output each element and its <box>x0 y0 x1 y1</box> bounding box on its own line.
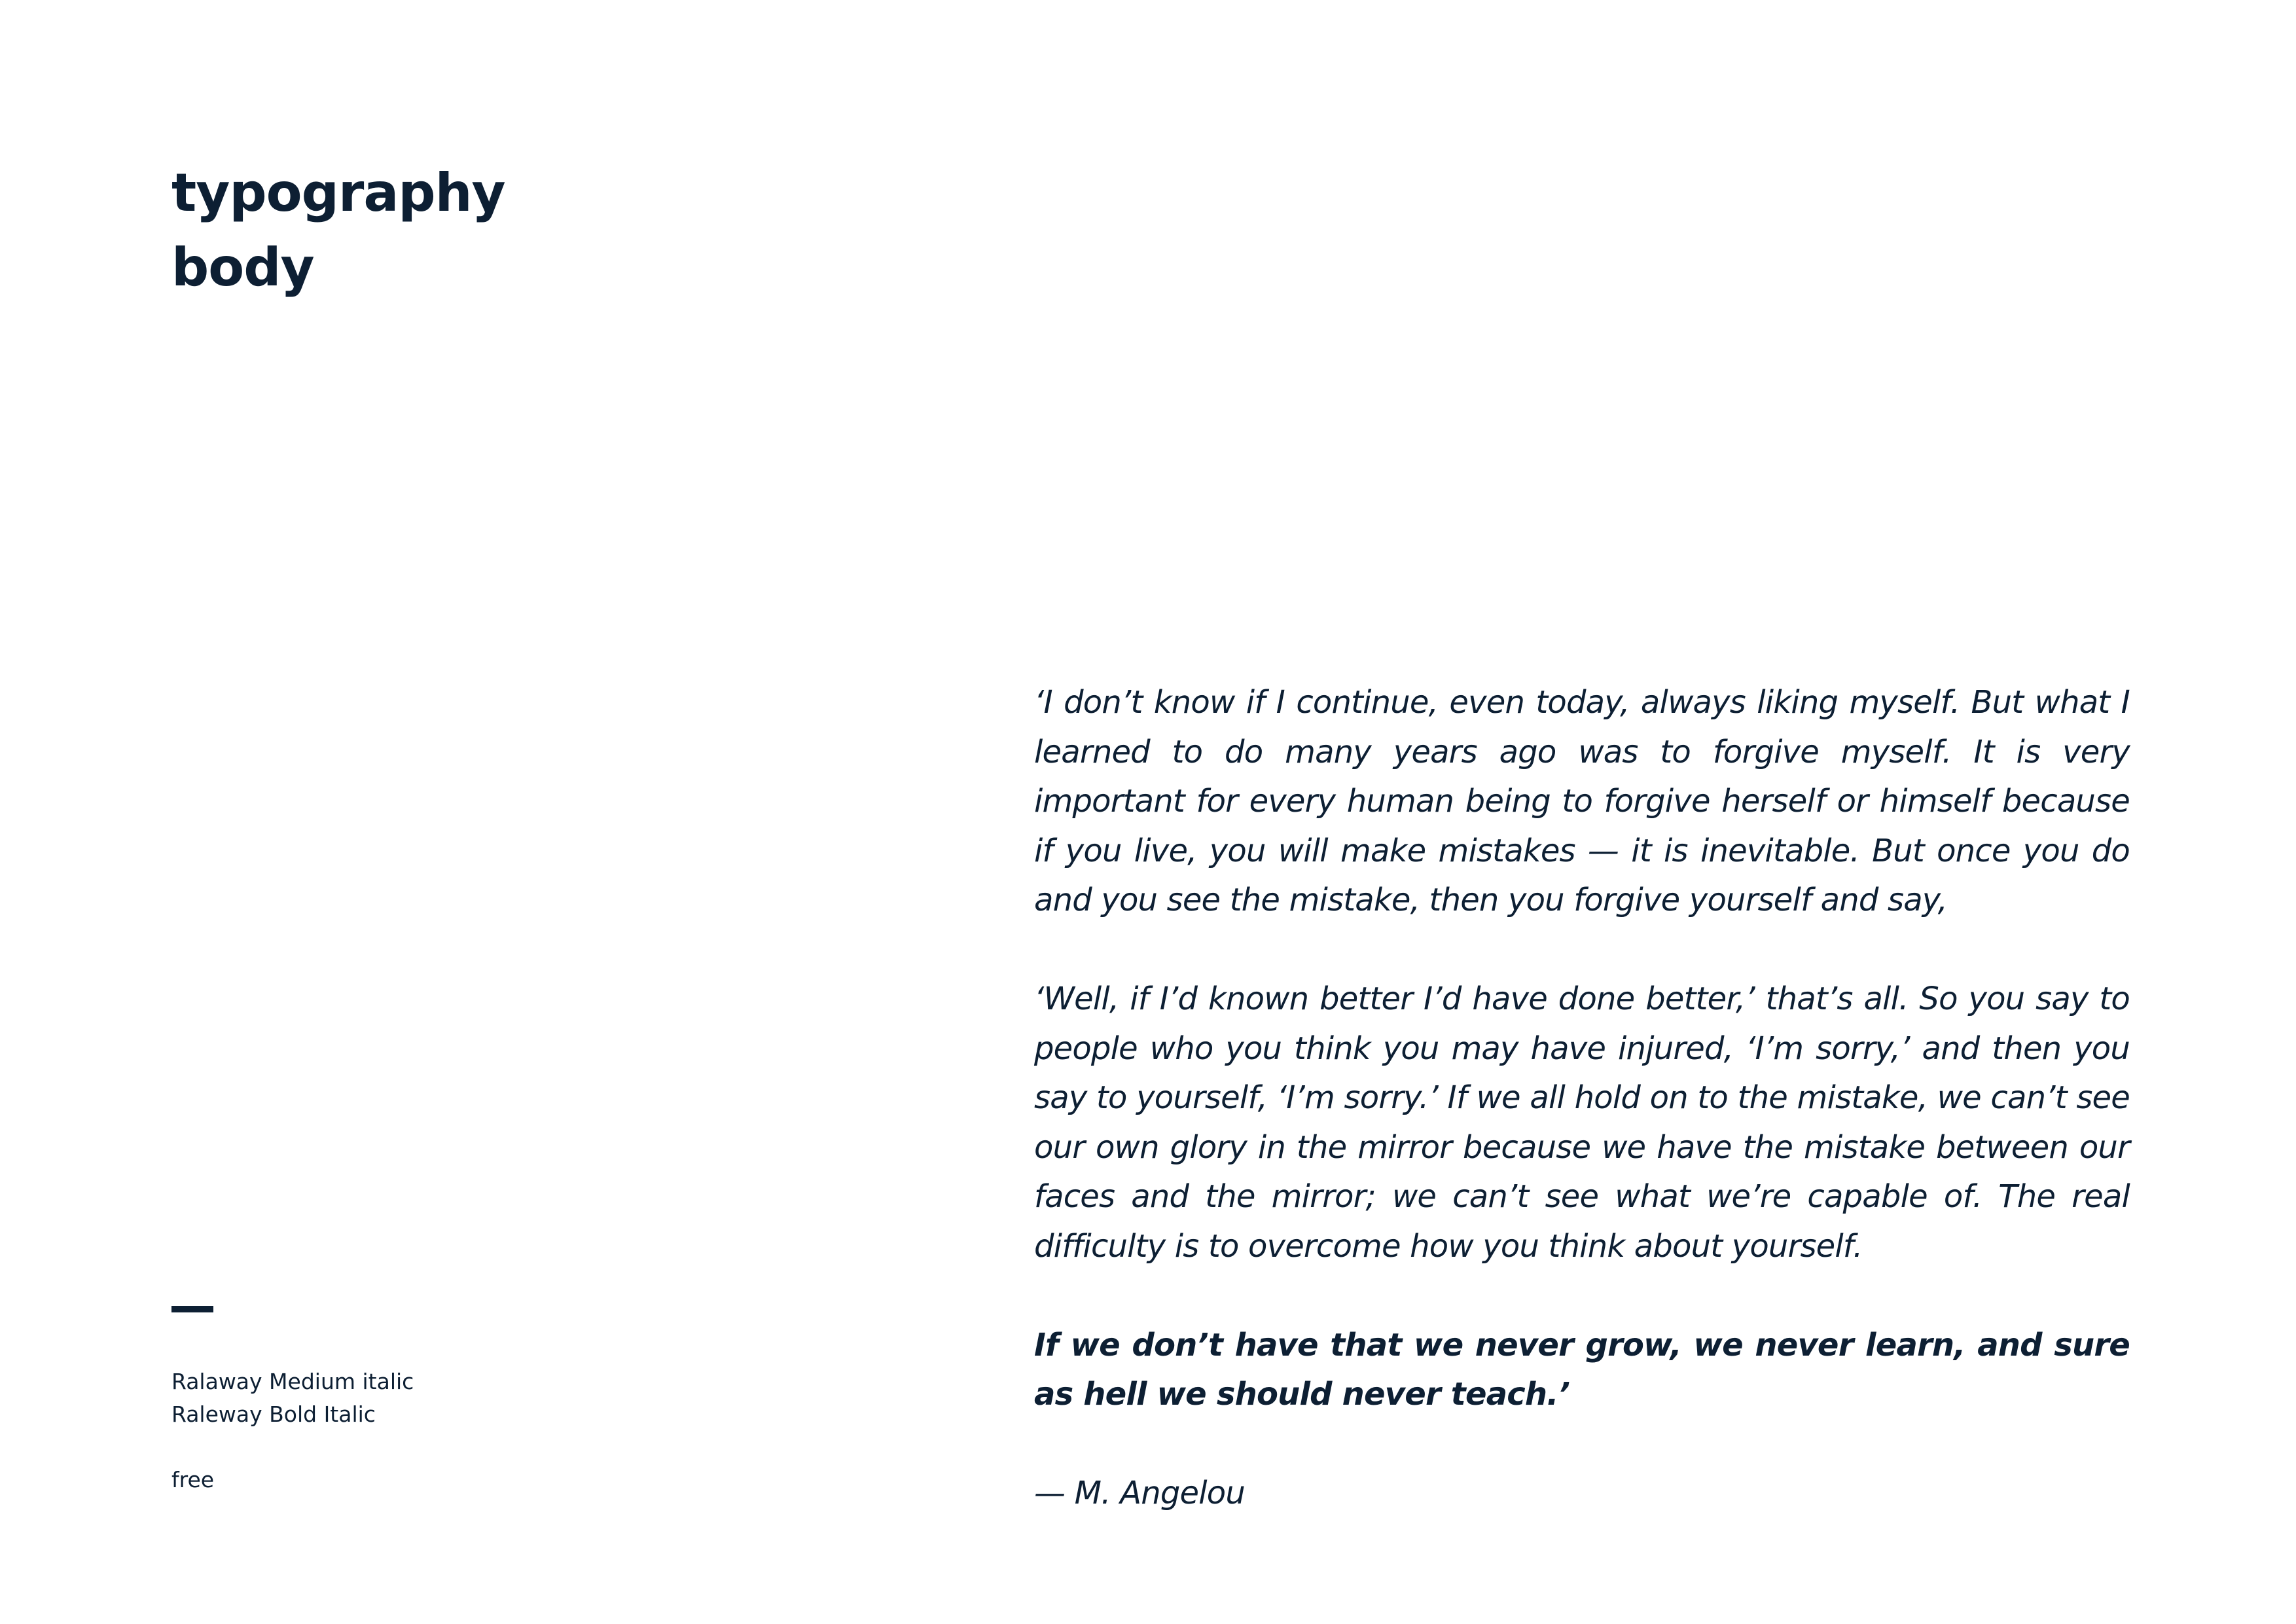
page-title <box>171 156 505 305</box>
accent-dash <box>171 1306 213 1312</box>
quote-paragraph-2: ‘Well, if I’d known better I’d have done better,’ that’s all. So you say to people who you think you may have injured, ‘I’m sorry,’ and then you say to yourself, ‘I’m sorry.’ If we all hold on to the mistake, we can’t see our own glory in the mirror because we have the mistake between our faces and the mirror; we can’t see what we’re capable of. The real difficulty is to overcome how you think about yourself. <box>1034 981 2130 1265</box>
quote-body <box>1034 678 2130 1519</box>
font-name-medium-italic: Ralaway Medium italic <box>171 1369 414 1394</box>
quote-attribution: — M. Angelou <box>1034 1475 1245 1511</box>
font-info <box>171 1365 414 1496</box>
quote-paragraph-1: ‘I don’t know if I continue, even today, always liking myself. But what I learned to do many years ago was to forgive myself. It is very important for every human being to forgive herself or himself because if you live, you will make mistakes — it is inevitable. But once you do and you see the mistake, then you forgive yourself and say, <box>1034 684 2130 918</box>
font-name-bold-italic: Raleway Bold Italic <box>171 1401 376 1427</box>
spacer <box>171 1431 414 1464</box>
license-label: free <box>171 1467 215 1492</box>
quote-paragraph-bold: If we don’t have that we never grow, we never learn, and sure as hell we should never teach.’ <box>1034 1326 2130 1413</box>
title-line-body: body <box>171 237 314 298</box>
title-line-typography: typography <box>171 162 505 223</box>
